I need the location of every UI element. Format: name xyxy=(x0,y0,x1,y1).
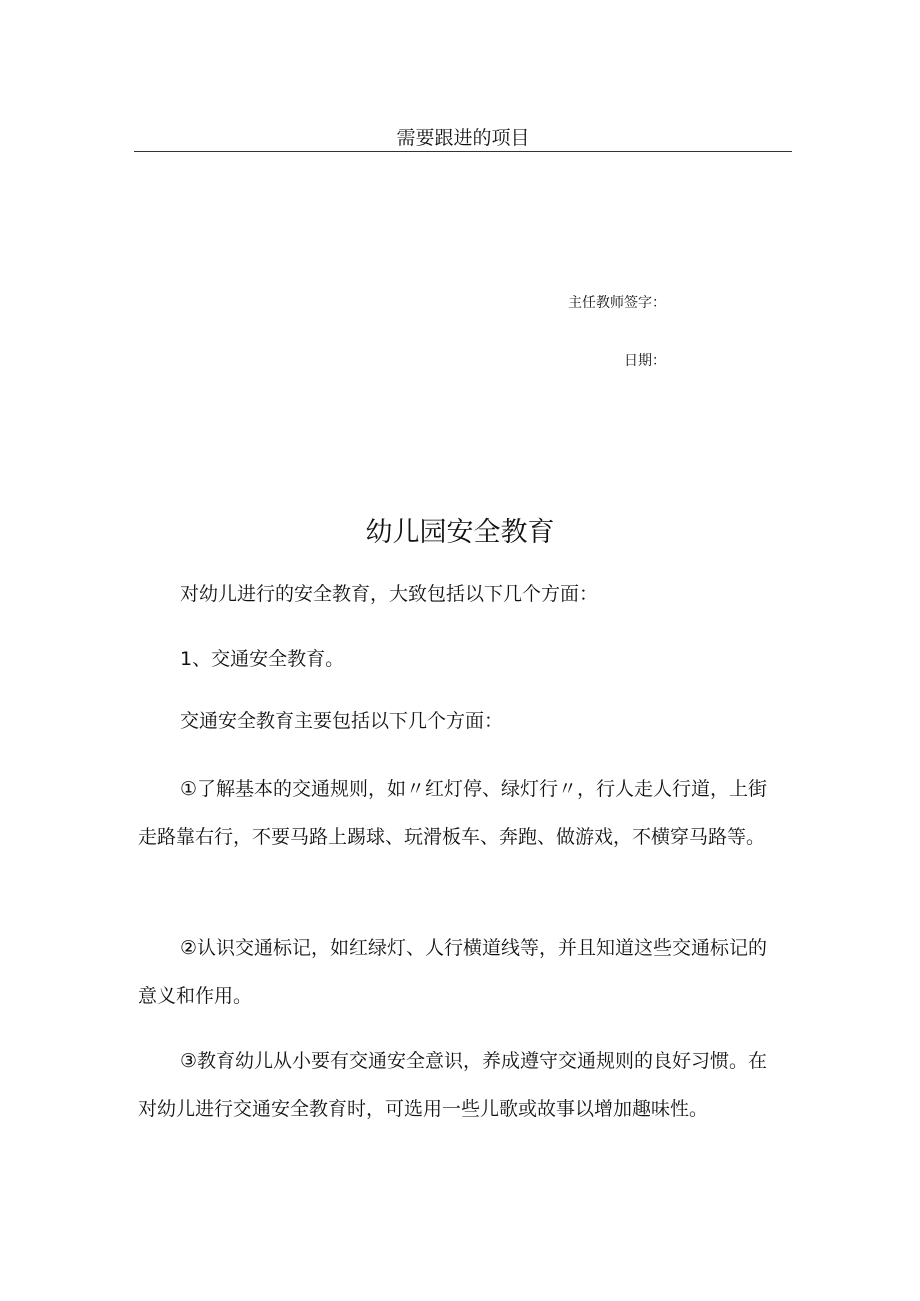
article-title: 幼儿园安全教育 xyxy=(365,517,555,548)
traffic-point-2: ②认识交通标记，如红绿灯、人行横道线等，并且知道这些交通标记的意义和作用。 xyxy=(138,937,768,1007)
traffic-point-3: ③教育幼儿从小要有交通安全意识，养成遵守交通规则的良好习惯。在对幼儿进行交通安全教育时，可选用一些儿歌或故事以增加趣味性。 xyxy=(138,1050,768,1120)
traffic-point-1: ①了解基本的交通规则，如〃红灯停、绿灯行〃，行人走人行道，上街走路靠右行，不要马路上踢球、玩滑板车、奔跑、做游戏，不横穿马路等。 xyxy=(138,778,768,848)
section-1-heading: 1、交通安全教育。 xyxy=(180,648,345,670)
traffic-intro-paragraph: 交通安全教育主要包括以下几个方面： xyxy=(180,710,504,732)
teacher-signature-label: 主任教师签字： xyxy=(568,295,666,311)
heading-divider xyxy=(134,151,792,152)
intro-paragraph: 对幼儿进行的安全教育，大致包括以下几个方面： xyxy=(180,583,599,605)
followup-heading: 需要跟进的项目 xyxy=(396,127,530,149)
date-label: 日期： xyxy=(624,353,666,369)
